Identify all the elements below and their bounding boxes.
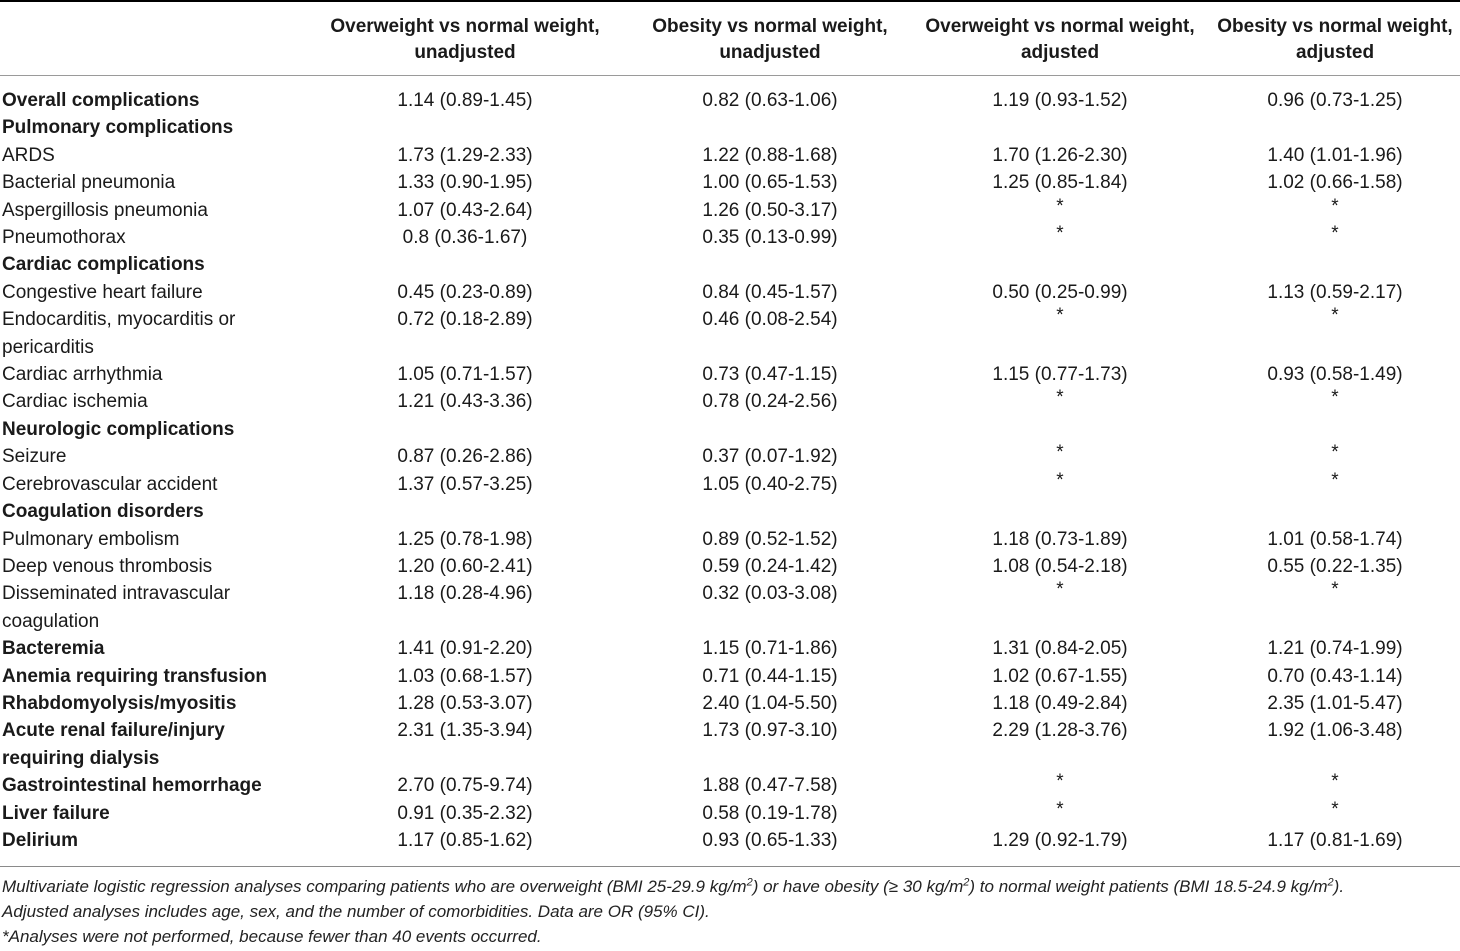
- cell-obesity-unadjusted: 1.73 (0.97-3.10): [702, 720, 838, 742]
- table-row: [0, 251, 1460, 278]
- cell-obesity-unadjusted: 1.05 (0.40-2.75): [702, 473, 838, 495]
- table-row: [0, 526, 1460, 553]
- row-label: ARDS: [2, 144, 55, 166]
- cell-obesity-unadjusted: 0.78 (0.24-2.56): [702, 391, 838, 413]
- table-row: [0, 306, 1460, 361]
- cell-overweight-unadjusted: 0.45 (0.23-0.89): [397, 281, 533, 303]
- table-row: [0, 443, 1460, 470]
- cell-overweight-adjusted: *: [1056, 798, 1064, 820]
- cell-obesity-unadjusted: 0.46 (0.08-2.54): [702, 309, 838, 331]
- cell-obesity-unadjusted: [630, 416, 910, 443]
- row-label: Deep venous thrombosis: [2, 555, 213, 577]
- cell-overweight-adjusted: [910, 114, 1210, 141]
- cell-obesity-adjusted: [1210, 498, 1460, 525]
- cell-overweight-unadjusted: [300, 251, 630, 278]
- cell-overweight-adjusted: 1.25 (0.85-1.84): [992, 172, 1128, 194]
- row-label: Rhabdomyolysis/myositis: [2, 692, 237, 714]
- header-cell-obesity-unadjusted: Obesity vs normal weight, unadjusted: [630, 2, 910, 76]
- cell-obesity-adjusted: *: [1331, 195, 1339, 217]
- row-label: Coagulation disorders: [2, 501, 204, 523]
- cell-obesity-adjusted: *: [1331, 798, 1339, 820]
- cell-obesity-unadjusted: 0.32 (0.03-3.08): [702, 583, 838, 605]
- row-label: Pulmonary complications: [2, 117, 234, 139]
- cell-obesity-unadjusted: 2.40 (1.04-5.50): [702, 692, 838, 714]
- cell-obesity-adjusted: 0.96 (0.73-1.25): [1267, 90, 1403, 111]
- cell-overweight-adjusted: *: [1056, 387, 1064, 409]
- table-row: [0, 197, 1460, 224]
- footnote-adjustment: Adjusted analyses includes age, sex, and the number of comorbidities. Data are OR (95% CI).: [2, 902, 710, 921]
- cell-obesity-adjusted: 1.13 (0.59-2.17): [1267, 281, 1403, 303]
- cell-overweight-unadjusted: 1.17 (0.85-1.62): [397, 829, 533, 851]
- row-label: Cerebrovascular accident: [2, 473, 218, 495]
- cell-obesity-unadjusted: 0.59 (0.24-1.42): [702, 555, 838, 577]
- cell-obesity-unadjusted: 0.82 (0.63-1.06): [702, 90, 838, 111]
- cell-overweight-unadjusted: 2.70 (0.75-9.74): [397, 775, 533, 797]
- row-label: Cardiac arrhythmia: [2, 364, 163, 386]
- cell-obesity-adjusted: *: [1331, 469, 1339, 491]
- table-row: [0, 361, 1460, 388]
- table-row: [0, 114, 1460, 141]
- row-label: Congestive heart failure: [2, 281, 203, 303]
- cell-obesity-adjusted: [1210, 416, 1460, 443]
- footnote-methods-text-2: ) or have obesity (≥ 30 kg/m: [752, 877, 964, 896]
- table-row: [0, 471, 1460, 498]
- row-label: Endocarditis, myocarditis or pericarditis: [2, 309, 236, 358]
- footnote-superscript: 2: [1327, 876, 1334, 889]
- cell-obesity-unadjusted: [630, 498, 910, 525]
- cell-overweight-unadjusted: 1.25 (0.78-1.98): [397, 528, 533, 550]
- row-label: Pneumothorax: [2, 227, 126, 249]
- header-cell-overweight-unadjusted: Overweight vs normal weight, unadjusted: [300, 2, 630, 76]
- row-label: Cardiac complications: [2, 254, 205, 276]
- table-row: [0, 772, 1460, 799]
- header-cell-overweight-adjusted: Overweight vs normal weight, adjusted: [910, 2, 1210, 76]
- cell-obesity-unadjusted: 0.73 (0.47-1.15): [702, 364, 838, 386]
- cell-overweight-unadjusted: 1.28 (0.53-3.07): [397, 692, 533, 714]
- table-row: [0, 388, 1460, 415]
- cell-obesity-unadjusted: 0.93 (0.65-1.33): [702, 829, 838, 851]
- table-row: [0, 800, 1460, 827]
- cell-overweight-unadjusted: [300, 498, 630, 525]
- cell-obesity-adjusted: [1210, 114, 1460, 141]
- cell-overweight-adjusted: 0.50 (0.25-0.99): [992, 281, 1128, 303]
- cell-overweight-adjusted: 1.70 (1.26-2.30): [992, 144, 1128, 166]
- cell-overweight-unadjusted: 1.20 (0.60-2.41): [397, 555, 533, 577]
- cell-obesity-adjusted: 0.93 (0.58-1.49): [1267, 364, 1403, 386]
- cell-overweight-unadjusted: 1.07 (0.43-2.64): [397, 199, 533, 221]
- cell-overweight-adjusted: 1.18 (0.49-2.84): [992, 692, 1128, 714]
- cell-overweight-adjusted: 1.29 (0.92-1.79): [992, 829, 1128, 851]
- cell-overweight-adjusted: [910, 498, 1210, 525]
- cell-overweight-adjusted: 1.02 (0.67-1.55): [992, 665, 1128, 687]
- row-label: Pulmonary embolism: [2, 528, 180, 550]
- cell-obesity-unadjusted: 1.15 (0.71-1.86): [702, 638, 838, 660]
- table-row: [0, 169, 1460, 196]
- cell-obesity-unadjusted: 1.00 (0.65-1.53): [702, 172, 838, 194]
- cell-obesity-adjusted: *: [1331, 442, 1339, 464]
- table-row: [0, 663, 1460, 690]
- footnote-methods: [2, 874, 1458, 899]
- cell-overweight-unadjusted: 0.87 (0.26-2.86): [397, 446, 533, 468]
- cell-overweight-unadjusted: [300, 416, 630, 443]
- cell-obesity-adjusted: 0.55 (0.22-1.35): [1267, 555, 1403, 577]
- cell-overweight-unadjusted: 1.33 (0.90-1.95): [397, 172, 533, 194]
- cell-obesity-adjusted: 1.21 (0.74-1.99): [1267, 638, 1403, 660]
- cell-overweight-adjusted: [910, 416, 1210, 443]
- cell-overweight-adjusted: [910, 251, 1210, 278]
- table-row: [0, 142, 1460, 169]
- cell-obesity-unadjusted: 0.35 (0.13-0.99): [702, 227, 838, 249]
- cell-overweight-unadjusted: 1.41 (0.91-2.20): [397, 638, 533, 660]
- table-row: [0, 279, 1460, 306]
- row-label: Gastrointestinal hemorrhage: [2, 775, 262, 797]
- odds-ratio-table: [0, 2, 1460, 854]
- header-cell-complication: [0, 2, 300, 76]
- table-row: [0, 580, 1460, 635]
- cell-overweight-unadjusted: 1.18 (0.28-4.96): [397, 583, 533, 605]
- cell-overweight-adjusted: *: [1056, 305, 1064, 327]
- table-row: [0, 416, 1460, 443]
- row-label: Disseminated intravascular coagulation: [2, 583, 231, 632]
- cell-obesity-adjusted: 1.17 (0.81-1.69): [1267, 829, 1403, 851]
- cell-obesity-unadjusted: 1.26 (0.50-3.17): [702, 199, 838, 221]
- table-footnotes: [2, 874, 1458, 949]
- cell-obesity-adjusted: 1.02 (0.66-1.58): [1267, 172, 1403, 194]
- cell-overweight-adjusted: 1.19 (0.93-1.52): [992, 90, 1128, 111]
- table-row: [0, 635, 1460, 662]
- cell-obesity-adjusted: *: [1331, 579, 1339, 601]
- cell-overweight-unadjusted: 1.05 (0.71-1.57): [397, 364, 533, 386]
- cell-obesity-unadjusted: 0.89 (0.52-1.52): [702, 528, 838, 550]
- cell-obesity-adjusted: 1.01 (0.58-1.74): [1267, 528, 1403, 550]
- row-label: Anemia requiring transfusion: [2, 665, 267, 687]
- row-label: Bacterial pneumonia: [2, 172, 176, 194]
- table-bottom-rule: [0, 866, 1460, 867]
- cell-obesity-unadjusted: [630, 251, 910, 278]
- cell-overweight-adjusted: *: [1056, 579, 1064, 601]
- footnote-methods-text-1: Multivariate logistic regression analyses comparing patients who are overweight (BMI 25-29.9 kg/m: [2, 877, 747, 896]
- footnote-methods-text-4: ).: [1333, 877, 1345, 896]
- cell-overweight-adjusted: *: [1056, 469, 1064, 491]
- cell-overweight-unadjusted: 1.37 (0.57-3.25): [397, 473, 533, 495]
- row-label: Aspergillosis pneumonia: [2, 199, 208, 221]
- cell-obesity-adjusted: [1210, 251, 1460, 278]
- cell-overweight-adjusted: 1.08 (0.54-2.18): [992, 555, 1128, 577]
- row-label: Seizure: [2, 446, 67, 468]
- cell-overweight-unadjusted: 1.03 (0.68-1.57): [397, 665, 533, 687]
- cell-obesity-unadjusted: [630, 114, 910, 141]
- cell-obesity-adjusted: *: [1331, 305, 1339, 327]
- table-header: [0, 2, 1460, 76]
- cell-obesity-adjusted: 1.92 (1.06-3.48): [1267, 720, 1403, 742]
- footnote-asterisk: *Analyses were not performed, because fewer than 40 events occurred.: [2, 927, 542, 946]
- row-label: Overall complications: [2, 90, 200, 111]
- cell-obesity-adjusted: *: [1331, 771, 1339, 793]
- cell-overweight-adjusted: 1.31 (0.84-2.05): [992, 638, 1128, 660]
- cell-overweight-adjusted: *: [1056, 195, 1064, 217]
- footnote-superscript: 2: [963, 876, 970, 889]
- cell-obesity-adjusted: 1.40 (1.01-1.96): [1267, 144, 1403, 166]
- row-label: Bacteremia: [2, 638, 105, 660]
- cell-obesity-unadjusted: 1.22 (0.88-1.68): [702, 144, 838, 166]
- table-row: [0, 717, 1460, 772]
- cell-overweight-adjusted: *: [1056, 771, 1064, 793]
- cell-overweight-adjusted: *: [1056, 442, 1064, 464]
- table-row: [0, 553, 1460, 580]
- row-label: Cardiac ischemia: [2, 391, 148, 413]
- cell-overweight-adjusted: 1.18 (0.73-1.89): [992, 528, 1128, 550]
- cell-overweight-unadjusted: 1.21 (0.43-3.36): [397, 391, 533, 413]
- table-row: [0, 498, 1460, 525]
- cell-obesity-adjusted: 0.70 (0.43-1.14): [1267, 665, 1403, 687]
- row-label: Neurologic complications: [2, 418, 235, 440]
- cell-obesity-unadjusted: 0.37 (0.07-1.92): [702, 446, 838, 468]
- cell-overweight-adjusted: *: [1056, 223, 1064, 245]
- footnote-methods-text-3: ) to normal weight patients (BMI 18.5-24.9 kg/m: [969, 877, 1328, 896]
- cell-obesity-unadjusted: 1.88 (0.47-7.58): [702, 775, 838, 797]
- cell-overweight-unadjusted: 1.14 (0.89-1.45): [397, 90, 533, 111]
- row-label: Liver failure: [2, 802, 110, 824]
- cell-overweight-unadjusted: 2.31 (1.35-3.94): [397, 720, 533, 742]
- cell-obesity-unadjusted: 0.71 (0.44-1.15): [702, 665, 838, 687]
- header-row: [0, 2, 1460, 76]
- cell-overweight-adjusted: 2.29 (1.28-3.76): [992, 720, 1128, 742]
- table-body: [0, 76, 1460, 855]
- cell-overweight-adjusted: 1.15 (0.77-1.73): [992, 364, 1128, 386]
- header-cell-obesity-adjusted: Obesity vs normal weight, adjusted: [1210, 2, 1460, 76]
- cell-obesity-adjusted: *: [1331, 223, 1339, 245]
- cell-overweight-unadjusted: [300, 114, 630, 141]
- table-row: [0, 690, 1460, 717]
- table-row: [0, 224, 1460, 251]
- cell-obesity-unadjusted: 0.84 (0.45-1.57): [702, 281, 838, 303]
- footnote-superscript: 2: [746, 876, 753, 889]
- table-row: [0, 76, 1460, 115]
- cell-overweight-unadjusted: 0.8 (0.36-1.67): [402, 227, 528, 249]
- cell-overweight-unadjusted: 0.91 (0.35-2.32): [397, 802, 533, 824]
- cell-obesity-unadjusted: 0.58 (0.19-1.78): [702, 802, 838, 824]
- table-row: [0, 827, 1460, 854]
- cell-overweight-unadjusted: 1.73 (1.29-2.33): [397, 144, 533, 166]
- cell-overweight-unadjusted: 0.72 (0.18-2.89): [397, 309, 533, 331]
- row-label: Acute renal failure/injury requiring dialysis: [2, 720, 225, 769]
- cell-obesity-adjusted: *: [1331, 387, 1339, 409]
- row-label: Delirium: [2, 829, 79, 851]
- cell-obesity-adjusted: 2.35 (1.01-5.47): [1267, 692, 1403, 714]
